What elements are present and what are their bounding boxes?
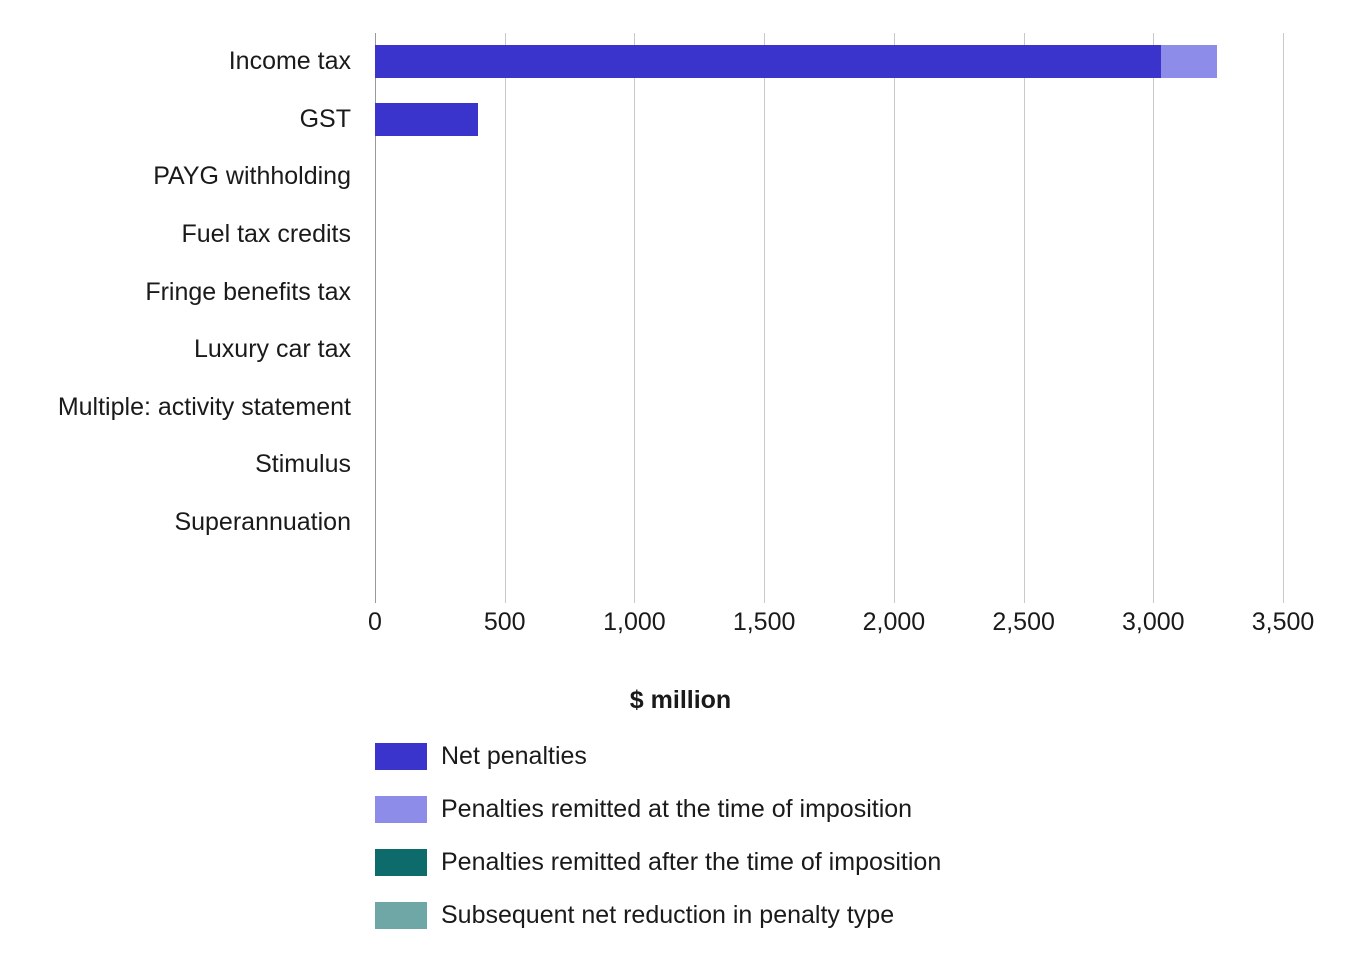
gridline-3500 xyxy=(1283,33,1284,603)
x-tick-label: 3,500 xyxy=(1251,608,1315,636)
y-axis-category-labels xyxy=(0,33,363,603)
legend-swatch-icon xyxy=(375,849,427,876)
legend-label: Net penalties xyxy=(441,742,587,770)
table-row xyxy=(375,379,1283,437)
table-row xyxy=(375,436,1283,494)
legend-swatch-icon xyxy=(375,743,427,770)
x-axis-tick-labels xyxy=(368,608,1315,648)
table-row xyxy=(375,148,1283,206)
bar-segment-net-penalties xyxy=(375,103,478,136)
legend-label: Subsequent net reduction in penalty type xyxy=(441,901,895,929)
bar-segment-remitted-at-imposition xyxy=(1161,45,1217,78)
category-label: Multiple: activity statement xyxy=(57,392,351,421)
category-label: Luxury car tax xyxy=(193,335,351,364)
bar-stack-income-tax xyxy=(375,45,1217,78)
legend-swatch-icon xyxy=(375,796,427,823)
x-tick-label: 0 xyxy=(368,608,382,636)
x-axis-title: $ million xyxy=(629,686,732,714)
x-tick-label: 500 xyxy=(483,608,526,636)
category-label: Income tax xyxy=(228,47,351,76)
x-tick-label: 2,500 xyxy=(992,608,1055,636)
category-label: PAYG withholding xyxy=(153,162,351,191)
table-row xyxy=(375,494,1283,552)
legend-swatch-icon xyxy=(375,902,427,929)
legend-item-subsequent-reduction xyxy=(375,889,941,942)
bar-rows xyxy=(375,33,1283,603)
legend-item-remitted-after-imposition xyxy=(375,836,941,889)
x-tick-label: 3,000 xyxy=(1122,608,1185,636)
legend-label: Penalties remitted after the time of imposition xyxy=(441,848,942,876)
table-row xyxy=(375,206,1283,264)
table-row xyxy=(375,91,1283,149)
plot-area xyxy=(375,33,1283,603)
legend-item-net-penalties xyxy=(375,730,941,783)
chart-legend xyxy=(375,730,941,942)
legend-label: Penalties remitted at the time of imposition xyxy=(441,795,913,823)
table-row xyxy=(375,33,1283,91)
table-row xyxy=(375,263,1283,321)
category-label: Superannuation xyxy=(174,508,351,537)
category-label: Stimulus xyxy=(255,450,351,479)
legend-item-remitted-at-imposition xyxy=(375,783,941,836)
category-label: Fuel tax credits xyxy=(181,220,351,249)
x-tick-label: 1,500 xyxy=(732,608,796,636)
x-tick-label: 1,000 xyxy=(603,608,666,636)
category-label: Fringe benefits tax xyxy=(145,277,351,306)
bar-segment-net-penalties xyxy=(375,45,1161,78)
category-label: GST xyxy=(299,104,351,133)
table-row xyxy=(375,321,1283,379)
x-tick-label: 2,000 xyxy=(862,608,926,636)
bar-stack-gst xyxy=(375,103,478,136)
